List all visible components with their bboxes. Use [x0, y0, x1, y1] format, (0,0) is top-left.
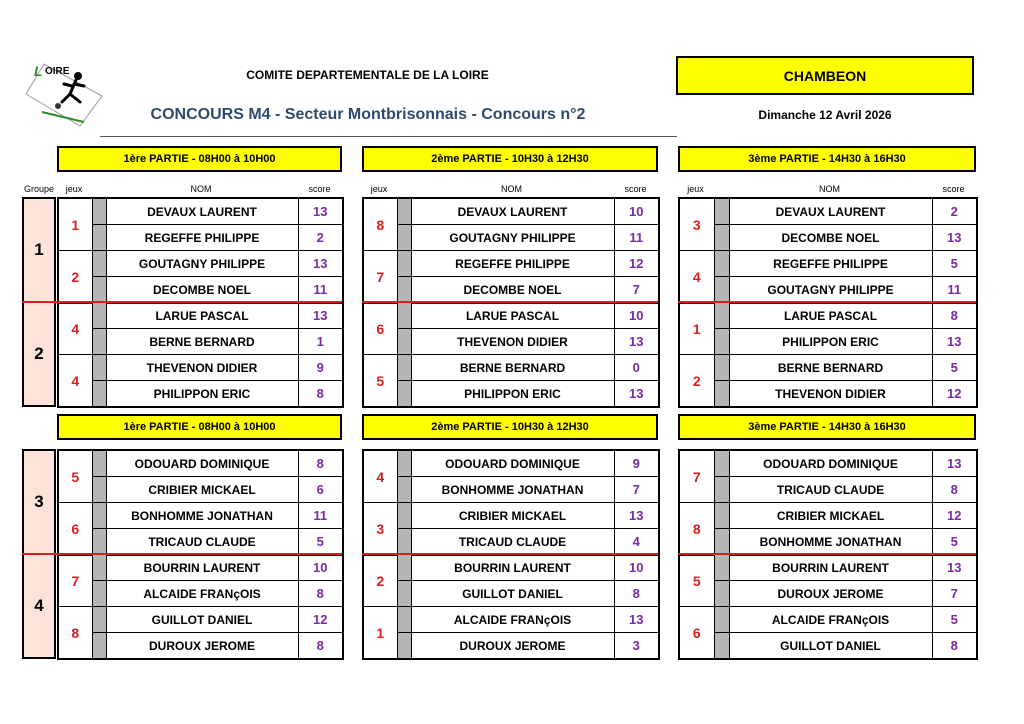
player-score: 12 — [298, 607, 343, 633]
player-score: 11 — [298, 277, 343, 304]
table-row — [363, 329, 659, 355]
table-row — [363, 554, 659, 581]
player-score: 10 — [614, 554, 659, 581]
player-score: 8 — [932, 477, 977, 503]
jeu-number: 1 — [363, 607, 397, 660]
player-score: 13 — [614, 381, 659, 408]
grey-marker — [397, 554, 411, 581]
title-divider — [100, 136, 677, 137]
player-name: REGEFFE PHILIPPE — [729, 251, 932, 277]
player-score: 11 — [932, 277, 977, 304]
grey-marker — [92, 277, 106, 304]
table-row — [679, 225, 977, 251]
jeu-number: 5 — [58, 450, 92, 503]
player-name: DECOMBE NOEL — [106, 277, 298, 304]
grey-marker — [92, 251, 106, 277]
player-score: 12 — [932, 503, 977, 529]
table-row — [58, 633, 343, 660]
grey-marker — [397, 450, 411, 477]
grey-marker — [397, 225, 411, 251]
player-score: 13 — [932, 450, 977, 477]
player-score: 2 — [932, 198, 977, 225]
table-row — [679, 381, 977, 408]
grey-marker — [397, 355, 411, 381]
player-name: ALCAIDE FRANçOIS — [411, 607, 614, 633]
player-name: BERNE BERNARD — [411, 355, 614, 381]
table-row — [679, 477, 977, 503]
grey-marker — [92, 581, 106, 607]
jeu-number: 1 — [679, 302, 714, 355]
player-name: ODOUARD DOMINIQUE — [729, 450, 932, 477]
group-label: 4 — [22, 553, 56, 659]
grey-marker — [92, 198, 106, 225]
player-score: 0 — [614, 355, 659, 381]
table-row — [679, 355, 977, 381]
grey-marker — [714, 302, 729, 329]
table-row — [679, 554, 977, 581]
player-name: THEVENON DIDIER — [411, 329, 614, 355]
match-table — [678, 553, 978, 660]
grey-marker — [92, 225, 106, 251]
player-name: DEVAUX LAURENT — [106, 198, 298, 225]
jeu-number: 3 — [679, 198, 714, 251]
column-header-score: score — [308, 184, 331, 194]
grey-marker — [92, 633, 106, 660]
table-row — [58, 302, 343, 329]
jeu-number: 4 — [58, 355, 92, 408]
group-label: 3 — [22, 449, 56, 555]
table-row — [58, 477, 343, 503]
player-name: DUROUX JEROME — [106, 633, 298, 660]
player-name: REGEFFE PHILIPPE — [411, 251, 614, 277]
match-table — [678, 449, 978, 556]
grey-marker — [714, 503, 729, 529]
grey-marker — [397, 607, 411, 633]
player-score: 13 — [614, 607, 659, 633]
column-header-jeux: jeux — [687, 184, 704, 194]
player-score: 10 — [614, 302, 659, 329]
group-separator — [362, 553, 658, 555]
player-name: BONHOMME JONATHAN — [729, 529, 932, 556]
grey-marker — [714, 477, 729, 503]
player-score: 3 — [614, 633, 659, 660]
player-score: 1 — [298, 329, 343, 355]
partie-header: 3ème PARTIE - 14H30 à 16H30 — [678, 146, 976, 172]
partie-header: 1ère PARTIE - 08H00 à 10H00 — [57, 414, 342, 440]
jeu-number: 5 — [363, 355, 397, 408]
jeu-number: 3 — [363, 503, 397, 556]
column-header-nom: NOM — [190, 184, 212, 194]
table-row — [679, 633, 977, 660]
match-table — [57, 301, 344, 408]
player-score: 5 — [932, 607, 977, 633]
jeu-number: 7 — [363, 251, 397, 304]
match-table — [362, 301, 660, 408]
match-table — [678, 301, 978, 408]
grey-marker — [397, 277, 411, 304]
grey-marker — [714, 381, 729, 408]
grey-marker — [714, 554, 729, 581]
group-separator — [678, 553, 976, 555]
match-table — [362, 197, 660, 304]
grey-marker — [92, 302, 106, 329]
player-name: BERNE BERNARD — [106, 329, 298, 355]
player-score: 7 — [614, 477, 659, 503]
player-name: GOUTAGNY PHILIPPE — [106, 251, 298, 277]
player-name: DEVAUX LAURENT — [411, 198, 614, 225]
table-row — [58, 607, 343, 633]
table-row — [58, 277, 343, 304]
player-name: TRICAUD CLAUDE — [729, 477, 932, 503]
player-name: PHILIPPON ERIC — [106, 381, 298, 408]
player-name: DECOMBE NOEL — [729, 225, 932, 251]
grey-marker — [397, 381, 411, 408]
grey-marker — [92, 355, 106, 381]
grey-marker — [714, 581, 729, 607]
player-score: 8 — [614, 581, 659, 607]
player-score: 13 — [298, 198, 343, 225]
match-table — [362, 553, 660, 660]
player-name: LARUE PASCAL — [106, 302, 298, 329]
player-score: 12 — [932, 381, 977, 408]
grey-marker — [397, 302, 411, 329]
player-name: BOURRIN LAURENT — [106, 554, 298, 581]
player-score: 5 — [932, 251, 977, 277]
grey-marker — [397, 581, 411, 607]
table-row — [58, 355, 343, 381]
table-row — [363, 607, 659, 633]
group-separator — [678, 301, 976, 303]
player-name: CRIBIER MICKAEL — [729, 503, 932, 529]
player-score: 8 — [932, 633, 977, 660]
match-table — [678, 197, 978, 304]
grey-marker — [714, 450, 729, 477]
event-date: Dimanche 12 Avril 2026 — [758, 108, 892, 122]
player-score: 7 — [932, 581, 977, 607]
player-name: LARUE PASCAL — [411, 302, 614, 329]
jeu-number: 6 — [679, 607, 714, 660]
player-name: DUROUX JEROME — [729, 581, 932, 607]
table-row — [363, 529, 659, 556]
player-name: DUROUX JEROME — [411, 633, 614, 660]
player-score: 9 — [614, 450, 659, 477]
player-name: CRIBIER MICKAEL — [411, 503, 614, 529]
grey-marker — [92, 503, 106, 529]
grey-marker — [714, 225, 729, 251]
table-row — [58, 381, 343, 408]
player-score: 8 — [932, 302, 977, 329]
player-score: 13 — [298, 251, 343, 277]
table-row — [363, 302, 659, 329]
player-name: REGEFFE PHILIPPE — [106, 225, 298, 251]
jeu-number: 6 — [363, 302, 397, 355]
player-name: ALCAIDE FRANçOIS — [106, 581, 298, 607]
player-name: BONHOMME JONATHAN — [411, 477, 614, 503]
table-row — [58, 581, 343, 607]
partie-header: 2ème PARTIE - 10H30 à 12H30 — [362, 414, 658, 440]
jeu-number: 4 — [58, 302, 92, 355]
player-name: TRICAUD CLAUDE — [411, 529, 614, 556]
jeu-number: 4 — [363, 450, 397, 503]
table-row — [363, 633, 659, 660]
player-score: 4 — [614, 529, 659, 556]
grey-marker — [397, 633, 411, 660]
player-score: 6 — [298, 477, 343, 503]
player-score: 7 — [614, 277, 659, 304]
player-name: CRIBIER MICKAEL — [106, 477, 298, 503]
grey-marker — [714, 198, 729, 225]
player-name: THEVENON DIDIER — [106, 355, 298, 381]
jeu-number: 7 — [58, 554, 92, 607]
table-row — [58, 503, 343, 529]
match-table — [57, 553, 344, 660]
table-row — [679, 581, 977, 607]
grey-marker — [92, 329, 106, 355]
player-score: 5 — [932, 355, 977, 381]
player-name: ODOUARD DOMINIQUE — [106, 450, 298, 477]
jeu-number: 6 — [58, 503, 92, 556]
column-header-jeux: jeux — [65, 184, 83, 194]
match-table — [57, 197, 344, 304]
page-title: CONCOURS M4 - Secteur Montbrisonnais - Concours n°2 — [150, 106, 586, 123]
jeu-number: 2 — [363, 554, 397, 607]
grey-marker — [92, 450, 106, 477]
grey-marker — [397, 477, 411, 503]
player-name: PHILIPPON ERIC — [729, 329, 932, 355]
table-row — [679, 251, 977, 277]
group-label: 1 — [22, 197, 56, 303]
table-row — [58, 198, 343, 225]
player-score: 13 — [932, 225, 977, 251]
player-score: 5 — [932, 529, 977, 556]
group-separator — [22, 301, 342, 303]
player-name: DEVAUX LAURENT — [729, 198, 932, 225]
organization-name: COMITE DEPARTEMENTALE DE LA LOIRE — [246, 68, 489, 82]
column-header-jeux: jeux — [370, 184, 388, 194]
player-name: TRICAUD CLAUDE — [106, 529, 298, 556]
player-score: 13 — [614, 503, 659, 529]
player-score: 9 — [298, 355, 343, 381]
table-row — [363, 477, 659, 503]
player-score: 2 — [298, 225, 343, 251]
loire-logo — [22, 56, 104, 128]
svg-text:L: L — [34, 63, 43, 79]
player-name: GUILLOT DANIEL — [411, 581, 614, 607]
player-name: GUILLOT DANIEL — [106, 607, 298, 633]
grey-marker — [714, 529, 729, 556]
table-row — [679, 277, 977, 304]
jeu-number: 5 — [679, 554, 714, 607]
jeu-number: 2 — [58, 251, 92, 304]
group-separator — [362, 301, 658, 303]
table-row — [679, 302, 977, 329]
match-table — [57, 449, 344, 556]
player-name: PHILIPPON ERIC — [411, 381, 614, 408]
grey-marker — [714, 607, 729, 633]
table-row — [363, 277, 659, 304]
grey-marker — [92, 381, 106, 408]
table-row — [363, 581, 659, 607]
grey-marker — [92, 554, 106, 581]
match-table — [362, 449, 660, 556]
player-name: BOURRIN LAURENT — [411, 554, 614, 581]
player-score: 10 — [614, 198, 659, 225]
jeu-number: 7 — [679, 450, 714, 503]
grey-marker — [714, 633, 729, 660]
player-score: 10 — [298, 554, 343, 581]
grey-marker — [92, 529, 106, 556]
partie-header: 3ème PARTIE - 14H30 à 16H30 — [678, 414, 976, 440]
grey-marker — [714, 355, 729, 381]
column-header-nom: NOM — [501, 184, 522, 194]
table-row — [363, 450, 659, 477]
player-score: 13 — [932, 329, 977, 355]
grey-marker — [397, 329, 411, 355]
player-name: GOUTAGNY PHILIPPE — [411, 225, 614, 251]
player-name: GOUTAGNY PHILIPPE — [729, 277, 932, 304]
player-score: 13 — [932, 554, 977, 581]
jeu-number: 2 — [679, 355, 714, 408]
player-name: THEVENON DIDIER — [729, 381, 932, 408]
table-row — [58, 251, 343, 277]
group-label: 2 — [22, 301, 56, 407]
player-name: ODOUARD DOMINIQUE — [411, 450, 614, 477]
grey-marker — [397, 251, 411, 277]
jeu-number: 8 — [679, 503, 714, 556]
player-score: 8 — [298, 581, 343, 607]
table-row — [363, 355, 659, 381]
table-row — [363, 225, 659, 251]
grey-marker — [397, 529, 411, 556]
player-score: 13 — [298, 302, 343, 329]
grey-marker — [397, 198, 411, 225]
player-score: 13 — [614, 329, 659, 355]
player-score: 8 — [298, 381, 343, 408]
player-name: DECOMBE NOEL — [411, 277, 614, 304]
venue-box: CHAMBEON — [676, 56, 974, 95]
column-header-groupe: Groupe — [23, 184, 55, 194]
jeu-number: 4 — [679, 251, 714, 304]
table-row — [679, 450, 977, 477]
player-name: BOURRIN LAURENT — [729, 554, 932, 581]
column-header-score: score — [942, 184, 965, 194]
player-score: 8 — [298, 633, 343, 660]
grey-marker — [397, 503, 411, 529]
table-row — [679, 329, 977, 355]
player-name: BONHOMME JONATHAN — [106, 503, 298, 529]
player-score: 5 — [298, 529, 343, 556]
table-row — [58, 329, 343, 355]
player-name: GUILLOT DANIEL — [729, 633, 932, 660]
player-name: BERNE BERNARD — [729, 355, 932, 381]
grey-marker — [92, 477, 106, 503]
svg-text:OIRE: OIRE — [45, 66, 70, 77]
table-row — [363, 251, 659, 277]
table-row — [363, 198, 659, 225]
player-score: 8 — [298, 450, 343, 477]
column-header-nom: NOM — [819, 184, 840, 194]
table-row — [679, 529, 977, 556]
player-score: 11 — [298, 503, 343, 529]
grey-marker — [714, 251, 729, 277]
player-name: LARUE PASCAL — [729, 302, 932, 329]
table-row — [58, 225, 343, 251]
grey-marker — [714, 329, 729, 355]
table-row — [363, 503, 659, 529]
table-row — [679, 198, 977, 225]
table-row — [679, 503, 977, 529]
grey-marker — [714, 277, 729, 304]
grey-marker — [92, 607, 106, 633]
table-row — [58, 554, 343, 581]
jeu-number: 1 — [58, 198, 92, 251]
table-row — [58, 450, 343, 477]
player-name: ALCAIDE FRANçOIS — [729, 607, 932, 633]
jeu-number: 8 — [58, 607, 92, 660]
jeu-number: 8 — [363, 198, 397, 251]
column-header-score: score — [624, 184, 647, 194]
player-score: 11 — [614, 225, 659, 251]
partie-header: 2ème PARTIE - 10H30 à 12H30 — [362, 146, 658, 172]
group-separator — [22, 553, 342, 555]
table-row — [363, 381, 659, 408]
table-row — [58, 529, 343, 556]
player-score: 12 — [614, 251, 659, 277]
partie-header: 1ère PARTIE - 08H00 à 10H00 — [57, 146, 342, 172]
table-row — [679, 607, 977, 633]
